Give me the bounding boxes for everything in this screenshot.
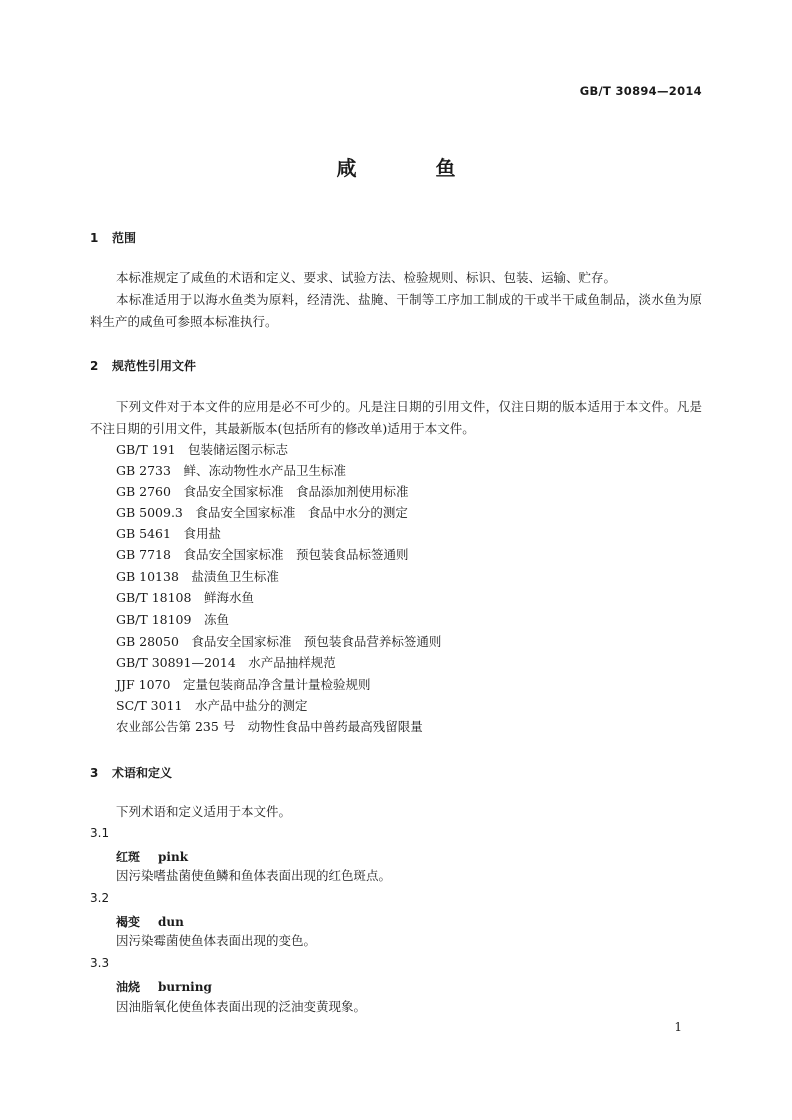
doc-title: 咸 鱼 [336, 156, 492, 180]
paragraph: 本标准规定了咸鱼的术语和定义、要求、试验方法、检验规则、标识、包装、运输、贮存。 [116, 270, 617, 285]
reference-item: SC/T 3011 水产品中盐分的测定 [116, 698, 308, 713]
section-number: 3 [90, 766, 99, 780]
section-3-heading [90, 764, 172, 781]
term-zh: 褐变 [116, 915, 141, 929]
term-definition: 因污染嗜盐菌使鱼鳞和鱼体表面出现的红色斑点。 [116, 868, 392, 883]
clause-number: 3.2 [90, 891, 110, 905]
reference-item: JJF 1070 定量包装商品净含量计量检验规则 [116, 677, 371, 692]
page-number: 1 [674, 1020, 682, 1034]
reference-item: GB/T 18109 冻鱼 [116, 612, 229, 627]
clause-number: 3.3 [90, 956, 110, 970]
paragraph: 下列文件对于本文件的应用是必不可少的。凡是注日期的引用文件，仅注日期的版本适用于本文件。凡是不注日期的引用文件，其最新版本(包括所有的修改单)适用于本文件。 [90, 399, 702, 436]
term-heading [116, 978, 212, 995]
reference-item: GB 5461 食用盐 [116, 526, 221, 541]
term-en: pink [158, 850, 189, 864]
term-zh: 油烧 [116, 980, 141, 994]
paragraph: 下列术语和定义适用于本文件。 [116, 804, 292, 819]
term-heading [116, 913, 184, 930]
reference-item: 农业部公告第 235 号 动物性食品中兽药最高残留限量 [116, 719, 423, 734]
reference-item: GB 5009.3 食品安全国家标准 食品中水分的测定 [116, 505, 408, 520]
paragraph: 本标准适用于以海水鱼类为原料，经清洗、盐腌、干制等工序加工制成的干或半干咸鱼制品，淡水鱼为原料生产的咸鱼可参照本标准执行。 [90, 292, 702, 329]
reference-item: GB/T 18108 鲜海水鱼 [116, 590, 254, 605]
section-number: 2 [90, 359, 99, 373]
section-title: 范围 [112, 231, 137, 245]
term-zh: 红斑 [116, 850, 141, 864]
term-en: dun [158, 915, 184, 929]
reference-item: GB 2760 食品安全国家标准 食品添加剂使用标准 [116, 484, 409, 499]
section-number: 1 [90, 231, 99, 245]
reference-item: GB/T 30891—2014 水产品抽样规范 [116, 655, 336, 670]
reference-item: GB 28050 食品安全国家标准 预包装食品营养标签通则 [116, 634, 442, 649]
section-2-heading [90, 357, 196, 374]
reference-item: GB 2733 鲜、冻动物性水产品卫生标准 [116, 463, 346, 478]
term-definition: 因油脂氧化使鱼体表面出现的泛油变黄现象。 [116, 999, 367, 1014]
section-title: 规范性引用文件 [112, 359, 197, 373]
clause-number: 3.1 [90, 826, 110, 840]
section-1-heading [90, 229, 136, 246]
term-definition: 因污染霉菌使鱼体表面出现的变色。 [116, 933, 317, 948]
reference-item: GB 10138 盐渍鱼卫生标准 [116, 569, 279, 584]
section-title: 术语和定义 [112, 766, 173, 780]
term-heading [116, 848, 188, 865]
doc-code: GB/T 30894—2014 [579, 84, 702, 98]
reference-item: GB/T 191 包装储运图示标志 [116, 442, 289, 457]
reference-item: GB 7718 食品安全国家标准 预包装食品标签通则 [116, 547, 409, 562]
term-en: burning [158, 980, 212, 994]
